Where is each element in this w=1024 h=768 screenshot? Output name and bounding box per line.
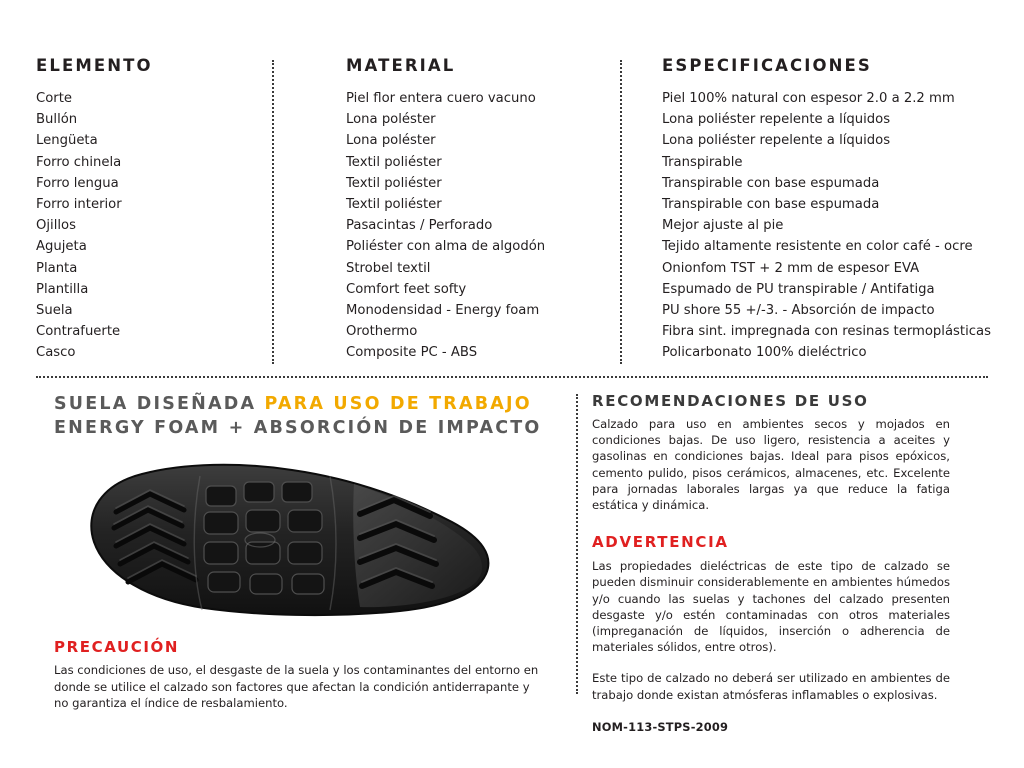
cell-material: Textil poliéster [346,175,442,191]
cell-especificacion: Mejor ajuste al pie [662,218,784,234]
cell-material: Monodensidad - Energy foam [346,303,540,319]
cell-elemento: Lengüeta [36,133,98,149]
cell-elemento: Forro lengua [36,175,119,191]
cell-elemento: Planta [36,260,78,276]
specification-table [36,56,991,364]
cell-elemento: Agujeta [36,239,87,255]
cell-material: Comfort feet softy [346,281,467,297]
sole-title-line2: ENERGY FOAM + ABSORCIÓN DE IMPACTO [54,418,542,438]
section-divider [36,376,988,378]
advertencia-title: ADVERTENCIA [592,533,729,552]
cell-material: Poliéster con alma de algodón [346,239,546,255]
advertencia-text: Las propiedades dieléctricas de este tipo de calzado se pueden disminuir considerablemente en ambientes húmedos y/o cuando las suelas y tachones del calzado presenten desgaste y/o estén contaminadas con otros materiales (impreganación de líquidos, inserción o adherencia de materiales sólidos, entre otros). [592,559,950,655]
cell-elemento: Bullón [36,112,78,128]
cell-elemento: Plantilla [36,281,89,297]
column-header-especificaciones: ESPECIFICACIONES [662,56,872,75]
cell-especificacion: Fibra sint. impregnada con resinas termoplásticas [662,324,991,340]
cell-especificacion: Espumado de PU transpirable / Antifatiga [662,281,935,297]
sole-title-line1-plain: SUELA DISEÑADA [54,394,265,414]
cell-elemento: Forro interior [36,197,122,213]
cell-elemento: Ojillos [36,218,76,234]
cell-especificacion: PU shore 55 +/-3. - Absorción de impacto [662,303,935,319]
cell-elemento: Contrafuerte [36,324,121,340]
cell-elemento: Suela [36,303,73,319]
cell-especificacion: Transpirable [662,154,743,170]
recommendations-text: Calzado para uso en ambientes secos y mojados en condiciones bajas. De uso ligero, resistencia a aceites y gasolinas en condiciones bajas. Ideal para pisos epóxicos, cemento pulido, pisos cerámicos, almacenes, etc. Excelente para jornadas laborales largas ya que reduce la fatiga estática y dinámica. [592,417,950,513]
precaucion-text: Las condiciones de uso, el desgaste de la suela y los contaminantes del entorno en donde se utilice el calzado son factores que afectan la condición antiderrapante y no garantiza el índice de resbalamiento. [54,663,539,710]
cell-especificacion: Piel 100% natural con espesor 2.0 a 2.2 mm [662,91,955,106]
cell-elemento: Casco [36,345,76,361]
recommendations-block [592,392,988,734]
column-header-material: MATERIAL [346,56,456,75]
cell-material: Composite PC - ABS [346,345,478,361]
cell-especificacion: Onionfom TST + 2 mm de espesor EVA [662,260,920,276]
cell-especificacion: Transpirable con base espumada [662,197,880,213]
sole-block [54,392,554,712]
cell-elemento: Forro chinela [36,154,122,170]
cell-material: Orothermo [346,324,418,340]
sole-title [54,392,554,440]
outsole-tread-illustration [54,450,524,630]
advertencia-text-secondary: Este tipo de calzado no deberá ser utilizado en ambientes de trabajo donde existan atmósferas inflamables o explosivas. [592,671,950,702]
norm-reference: NOM-113-STPS-2009 [592,719,729,734]
cell-especificacion: Transpirable con base espumada [662,175,880,191]
bottom-column-divider [576,394,578,694]
cell-especificacion: Tejido altamente resistente en color café - ocre [662,239,973,255]
cell-especificacion: Policarbonato 100% dieléctrico [662,345,867,361]
cell-material: Piel flor entera cuero vacuno [346,91,536,106]
sole-title-line1-highlight: PARA USO DE TRABAJO [264,394,532,414]
precaucion-title: PRECAUCIÓN [54,638,180,656]
cell-elemento: Corte [36,91,72,106]
cell-material: Pasacintas / Perforado [346,218,493,234]
cell-especificacion: Lona poliéster repelente a líquidos [662,133,891,149]
cell-material: Textil poliéster [346,154,442,170]
cell-material: Strobel textil [346,260,431,276]
column-elemento [36,56,288,364]
cell-material: Lona poléster [346,112,436,128]
outsole-tread-photo [54,450,524,630]
cell-material: Textil poliéster [346,197,442,213]
cell-especificacion: Lona poliéster repelente a líquidos [662,112,891,128]
column-header-elemento: ELEMENTO [36,56,153,75]
column-material [288,56,600,364]
bottom-section [36,392,988,734]
cell-material: Lona poléster [346,133,436,149]
column-especificaciones [600,56,991,364]
recommendations-title: RECOMENDACIONES DE USO [592,392,869,410]
